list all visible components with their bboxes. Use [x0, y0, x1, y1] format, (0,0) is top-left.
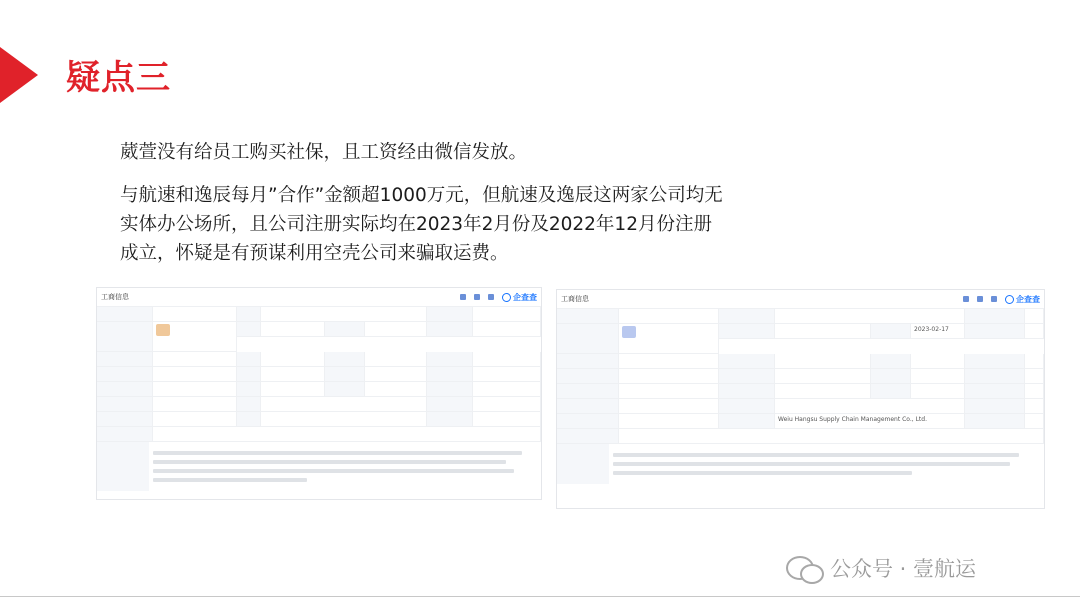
table-cell	[775, 324, 871, 339]
table-cell	[97, 397, 153, 412]
table-cell	[1025, 354, 1044, 369]
slide-title: 疑点三	[66, 58, 171, 98]
business-scope-key	[557, 444, 609, 484]
title-marker-triangle	[0, 47, 38, 103]
table-cell	[965, 399, 1025, 414]
table-cell	[871, 384, 911, 399]
business-info-screenshot-left	[96, 287, 542, 500]
table-cell	[775, 384, 871, 399]
panel-header	[557, 290, 1044, 309]
business-scope-text	[609, 444, 1044, 484]
table-cell	[911, 354, 965, 369]
table-cell	[1025, 399, 1044, 414]
business-info-screenshot-right	[556, 289, 1045, 509]
panel-header	[97, 288, 541, 307]
table-cell	[557, 384, 619, 399]
table-cell	[261, 412, 427, 427]
table-cell	[325, 352, 365, 367]
wechat-watermark	[786, 553, 976, 583]
table-cell	[1025, 369, 1044, 384]
table-cell	[965, 324, 1025, 339]
table-cell	[719, 369, 775, 384]
table-cell	[237, 352, 261, 367]
table-cell	[619, 384, 719, 399]
table-cell	[619, 354, 719, 369]
business-scope-row	[557, 444, 1044, 484]
table-cell	[965, 414, 1025, 429]
table-cell	[1025, 324, 1044, 339]
table-cell	[153, 352, 237, 367]
table-cell	[97, 412, 153, 427]
table-cell	[427, 412, 473, 427]
table-cell	[427, 322, 473, 337]
table-cell	[557, 399, 619, 414]
table-cell	[97, 382, 153, 397]
table-cell	[719, 414, 775, 429]
table-cell	[97, 367, 153, 382]
table-cell	[1025, 384, 1044, 399]
table-cell	[871, 324, 911, 339]
table-cell	[153, 427, 541, 442]
table-cell	[775, 399, 965, 414]
qichacha-logo-icon	[502, 293, 511, 302]
table-cell	[775, 309, 965, 324]
table-cell	[557, 309, 619, 324]
table-cell	[871, 354, 911, 369]
toolbar-icon	[460, 294, 468, 301]
table-cell	[557, 324, 619, 354]
qichacha-logo-icon	[1005, 295, 1014, 304]
table-cell	[261, 322, 325, 337]
table-cell	[473, 397, 541, 412]
toolbar-icon	[991, 296, 999, 303]
table-cell	[965, 309, 1025, 324]
legal-rep-cell	[619, 324, 719, 354]
english-name-cell: Weiu Hangsu Supply Chain Management Co., Ltd.	[775, 414, 965, 429]
paragraph-shell-companies: 与航速和逸辰每月”合作”金额超1000万元，但航速及逸辰这两家公司均无实体办公场所，且公司注册实际均在2023年2月份及2022年12月份注册成立，怀疑是有预谋利用空壳公司来骗取运费。	[120, 185, 723, 264]
table-cell	[97, 427, 153, 442]
table-cell	[153, 397, 237, 412]
toolbar-icon	[474, 294, 482, 301]
table-cell	[261, 382, 325, 397]
paragraph-social-security: 葳萱没有给员工购买社保，且工资经由微信发放。	[120, 142, 528, 163]
table-cell	[427, 307, 473, 322]
table-cell	[365, 367, 427, 382]
table-cell	[719, 309, 775, 324]
panel-header-title: 工商信息	[561, 295, 589, 303]
table-cell	[237, 382, 261, 397]
table-cell	[427, 367, 473, 382]
table-cell	[97, 322, 153, 352]
table-cell	[153, 412, 237, 427]
table-cell	[153, 367, 237, 382]
table-cell	[261, 352, 325, 367]
table-cell	[619, 399, 719, 414]
panel-toolbar	[460, 292, 537, 303]
table-cell	[237, 397, 261, 412]
legal-rep-cell	[153, 322, 237, 352]
table-cell	[237, 412, 261, 427]
table-cell	[427, 397, 473, 412]
table-cell	[557, 429, 619, 444]
business-scope-row	[97, 442, 541, 491]
table-cell	[237, 367, 261, 382]
info-table	[557, 309, 1044, 444]
table-cell	[365, 382, 427, 397]
business-scope-key	[97, 442, 149, 491]
table-cell	[775, 369, 871, 384]
watermark-text: 公众号 · 壹航运	[830, 557, 977, 581]
panel-toolbar	[963, 294, 1040, 305]
table-cell	[237, 322, 261, 337]
table-cell	[1025, 309, 1044, 324]
toolbar-icon	[488, 294, 496, 301]
table-cell	[473, 307, 541, 322]
table-cell	[153, 307, 237, 322]
table-cell	[261, 367, 325, 382]
table-cell	[473, 367, 541, 382]
table-cell	[473, 322, 541, 337]
table-cell	[557, 414, 619, 429]
panel-header-title: 工商信息	[101, 293, 129, 301]
table-cell	[261, 307, 427, 322]
table-cell	[365, 352, 427, 367]
avatar	[156, 324, 170, 336]
table-cell	[1025, 414, 1044, 429]
table-cell	[719, 399, 775, 414]
avatar	[622, 326, 636, 338]
table-cell	[261, 397, 427, 412]
qichacha-brand: 企查查	[1005, 294, 1040, 305]
table-cell	[619, 309, 719, 324]
table-cell	[97, 307, 153, 322]
footer-divider	[0, 596, 1080, 597]
table-cell	[911, 384, 965, 399]
info-table	[97, 307, 541, 442]
table-cell	[325, 322, 365, 337]
table-cell	[911, 369, 965, 384]
table-cell	[237, 307, 261, 322]
table-cell	[325, 367, 365, 382]
founded-date-cell: 2023-02-17	[911, 324, 965, 339]
business-scope-text	[149, 442, 541, 491]
table-cell	[619, 369, 719, 384]
table-cell	[473, 382, 541, 397]
wechat-icon	[786, 554, 822, 582]
table-cell	[427, 382, 473, 397]
table-cell	[97, 352, 153, 367]
table-cell	[325, 382, 365, 397]
table-cell	[965, 354, 1025, 369]
table-cell	[153, 382, 237, 397]
table-cell	[719, 384, 775, 399]
table-cell	[557, 354, 619, 369]
toolbar-icon	[963, 296, 971, 303]
table-cell	[473, 412, 541, 427]
table-cell	[473, 352, 541, 367]
table-cell	[557, 369, 619, 384]
table-cell	[619, 429, 1044, 444]
table-cell	[775, 354, 871, 369]
table-cell	[427, 352, 473, 367]
toolbar-icon	[977, 296, 985, 303]
table-cell	[965, 384, 1025, 399]
table-cell	[619, 414, 719, 429]
qichacha-brand: 企查查	[502, 292, 537, 303]
table-cell	[365, 322, 427, 337]
table-cell	[719, 354, 775, 369]
table-cell	[965, 369, 1025, 384]
table-cell	[871, 369, 911, 384]
table-cell	[719, 324, 775, 339]
